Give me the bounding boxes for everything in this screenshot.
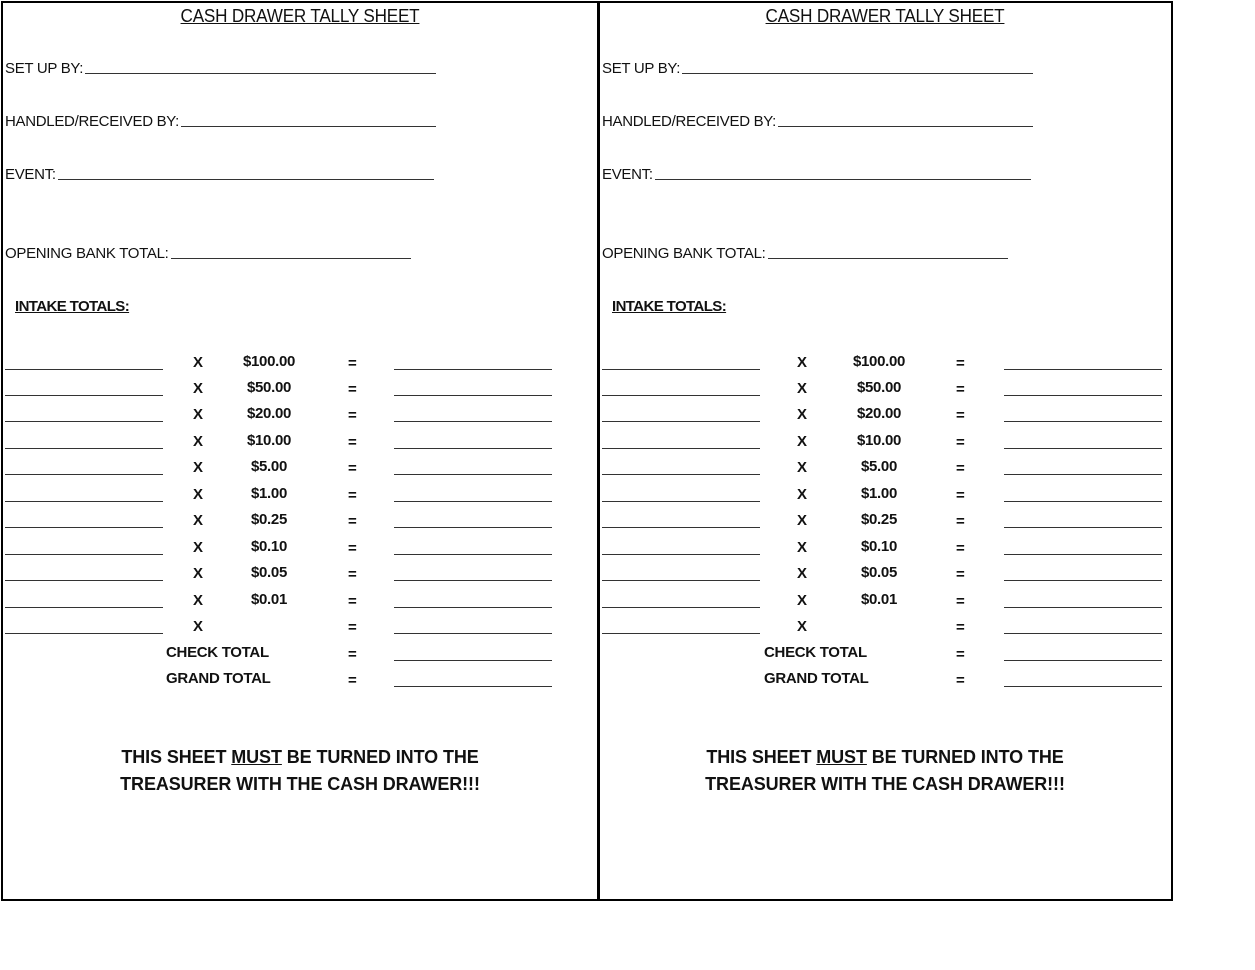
amount-input-line[interactable] (394, 580, 552, 581)
multiply-sign: X (797, 486, 808, 503)
grand-total-row (600, 669, 1170, 695)
denomination-value: $50.00 (856, 379, 902, 396)
quantity-input-line[interactable] (602, 501, 760, 502)
denomination-row (3, 590, 597, 616)
multiply-sign: X (193, 512, 204, 529)
multiply-sign: X (193, 539, 204, 556)
notice-emphasis: MUST (816, 747, 867, 767)
denomination-value: $10.00 (246, 432, 292, 449)
denomination-row (3, 352, 597, 378)
sheet-title: CASH DRAWER TALLY SHEET (765, 6, 1005, 26)
equals-sign: = (956, 593, 965, 610)
denomination-row (3, 457, 597, 483)
denomination-row (600, 352, 1170, 378)
tally-sheet-left (3, 0, 597, 898)
multiply-sign: X (193, 592, 204, 609)
multiply-sign: X (797, 459, 808, 476)
denomination-value: $0.05 (250, 564, 288, 581)
handled-received-by-field-label: HANDLED/RECEIVED BY: (5, 113, 180, 130)
denomination-value: $100.00 (242, 353, 296, 370)
equals-sign: = (348, 434, 357, 451)
amount-input-line[interactable] (394, 395, 552, 396)
notice-text: BE TURNED INTO THE (866, 747, 1064, 767)
set-up-by-field-label: SET UP BY: (5, 60, 84, 77)
notice-text: BE TURNED INTO THE (281, 747, 479, 767)
multiply-sign: X (797, 354, 808, 371)
denomination-row (600, 616, 1170, 642)
quantity-input-line[interactable] (602, 474, 760, 475)
denomination-row (600, 484, 1170, 510)
set-up-by-field (602, 60, 1033, 77)
turn-in-notice (600, 744, 1170, 798)
amount-input-line[interactable] (394, 554, 552, 555)
denomination-value: $5.00 (250, 458, 288, 475)
set-up-by-field-input-line[interactable] (682, 72, 1033, 74)
amount-input-line[interactable] (1004, 607, 1162, 608)
equals-sign: = (956, 355, 965, 372)
denomination-row (600, 590, 1170, 616)
notice-text: THIS SHEET (121, 747, 232, 767)
check-total-row-input-line[interactable] (1004, 660, 1162, 661)
handled-received-by-field-input-line[interactable] (181, 125, 436, 127)
amount-input-line[interactable] (1004, 501, 1162, 502)
amount-input-line[interactable] (394, 501, 552, 502)
equals-sign: = (348, 407, 357, 424)
denomination-value: $5.00 (860, 458, 898, 475)
handled-received-by-field-label: HANDLED/RECEIVED BY: (602, 113, 777, 130)
denomination-row (600, 537, 1170, 563)
intake-totals-heading: INTAKE TOTALS: (612, 298, 727, 315)
quantity-input-line[interactable] (602, 527, 760, 528)
amount-input-line[interactable] (1004, 554, 1162, 555)
grand-total-row-label: GRAND TOTAL (166, 670, 271, 687)
check-total-row-label: CHECK TOTAL (764, 644, 867, 661)
denomination-value: $20.00 (856, 405, 902, 422)
notice-text: THIS SHEET (706, 747, 817, 767)
equals-sign: = (348, 355, 357, 372)
opening-bank-total-field (602, 245, 1008, 262)
denomination-row (600, 510, 1170, 536)
check-total-row (3, 643, 597, 669)
quantity-input-line[interactable] (602, 633, 760, 634)
quantity-input-line[interactable] (5, 554, 163, 555)
denomination-value: $0.05 (860, 564, 898, 581)
multiply-sign: X (797, 380, 808, 397)
handled-received-by-field (5, 113, 436, 130)
equals-sign: = (348, 566, 357, 583)
multiply-sign: X (797, 539, 808, 556)
multiply-sign: X (797, 406, 808, 423)
denomination-row (600, 457, 1170, 483)
handled-received-by-field-input-line[interactable] (778, 125, 1033, 127)
event-field-label: EVENT: (5, 166, 56, 183)
denomination-row (3, 563, 597, 589)
equals-sign: = (956, 460, 965, 477)
intake-totals-heading: INTAKE TOTALS: (15, 298, 130, 315)
grand-total-row-label: GRAND TOTAL (764, 670, 869, 687)
quantity-input-line[interactable] (602, 448, 760, 449)
denomination-value: $0.10 (250, 538, 288, 555)
equals-sign: = (348, 513, 357, 530)
quantity-input-line[interactable] (602, 421, 760, 422)
multiply-sign: X (193, 459, 204, 476)
equals-sign: = (348, 460, 357, 477)
amount-input-line[interactable] (394, 448, 552, 449)
multiply-sign: X (193, 618, 204, 635)
equals-sign: = (348, 646, 357, 663)
check-total-row-label: CHECK TOTAL (166, 644, 269, 661)
denomination-row (3, 510, 597, 536)
event-field-label: EVENT: (602, 166, 653, 183)
set-up-by-field (5, 60, 436, 77)
event-field (5, 166, 434, 183)
turn-in-notice (3, 744, 597, 798)
denomination-row (3, 431, 597, 457)
quantity-input-line[interactable] (602, 607, 760, 608)
quantity-input-line[interactable] (5, 448, 163, 449)
multiply-sign: X (193, 354, 204, 371)
grand-total-row-input-line[interactable] (394, 686, 552, 687)
multiply-sign: X (193, 380, 204, 397)
denomination-row (600, 378, 1170, 404)
denomination-value: $20.00 (246, 405, 292, 422)
denomination-row (3, 537, 597, 563)
opening-bank-total-field (5, 245, 411, 262)
denomination-row (3, 616, 597, 642)
quantity-input-line[interactable] (5, 501, 163, 502)
amount-input-line[interactable] (394, 527, 552, 528)
equals-sign: = (956, 566, 965, 583)
amount-input-line[interactable] (1004, 633, 1162, 634)
denomination-value: $100.00 (852, 353, 906, 370)
quantity-input-line[interactable] (602, 369, 760, 370)
equals-sign: = (956, 619, 965, 636)
denomination-value: $0.01 (860, 591, 898, 608)
quantity-input-line[interactable] (5, 395, 163, 396)
denomination-value: $50.00 (246, 379, 292, 396)
quantity-input-line[interactable] (602, 554, 760, 555)
notice-text-line2: TREASURER WITH THE CASH DRAWER!!! (120, 774, 480, 794)
denomination-value: $0.25 (860, 511, 898, 528)
multiply-sign: X (193, 565, 204, 582)
amount-input-line[interactable] (1004, 448, 1162, 449)
set-up-by-field-input-line[interactable] (85, 72, 436, 74)
multiply-sign: X (193, 486, 204, 503)
quantity-input-line[interactable] (5, 580, 163, 581)
amount-input-line[interactable] (1004, 421, 1162, 422)
equals-sign: = (348, 381, 357, 398)
equals-sign: = (956, 646, 965, 663)
multiply-sign: X (797, 565, 808, 582)
denomination-row (3, 378, 597, 404)
quantity-input-line[interactable] (5, 607, 163, 608)
denomination-value: $10.00 (856, 432, 902, 449)
denomination-value: $0.01 (250, 591, 288, 608)
opening-bank-total-field-input-line[interactable] (171, 257, 411, 259)
handled-received-by-field (602, 113, 1033, 130)
multiply-sign: X (193, 406, 204, 423)
quantity-input-line[interactable] (5, 474, 163, 475)
equals-sign: = (956, 513, 965, 530)
multiply-sign: X (797, 512, 808, 529)
denomination-row (3, 404, 597, 430)
denomination-row (600, 563, 1170, 589)
opening-bank-total-field-input-line[interactable] (768, 257, 1008, 259)
equals-sign: = (348, 540, 357, 557)
amount-input-line[interactable] (1004, 395, 1162, 396)
equals-sign: = (348, 619, 357, 636)
amount-input-line[interactable] (394, 474, 552, 475)
amount-input-line[interactable] (1004, 580, 1162, 581)
equals-sign: = (348, 672, 357, 689)
notice-emphasis: MUST (231, 747, 282, 767)
grand-total-row-input-line[interactable] (1004, 686, 1162, 687)
quantity-input-line[interactable] (602, 580, 760, 581)
denomination-value: $0.25 (250, 511, 288, 528)
check-total-row (600, 643, 1170, 669)
event-field (602, 166, 1031, 183)
equals-sign: = (956, 540, 965, 557)
equals-sign: = (956, 381, 965, 398)
equals-sign: = (956, 672, 965, 689)
sheet-title: CASH DRAWER TALLY SHEET (180, 6, 420, 26)
denomination-row (600, 404, 1170, 430)
equals-sign: = (956, 434, 965, 451)
denomination-value: $0.10 (860, 538, 898, 555)
quantity-input-line[interactable] (5, 527, 163, 528)
quantity-input-line[interactable] (5, 369, 163, 370)
opening-bank-total-field-label: OPENING BANK TOTAL: (602, 245, 766, 262)
denomination-value: $1.00 (250, 485, 288, 502)
notice-text-line2: TREASURER WITH THE CASH DRAWER!!! (705, 774, 1065, 794)
amount-input-line[interactable] (1004, 369, 1162, 370)
amount-input-line[interactable] (394, 633, 552, 634)
denomination-row (3, 484, 597, 510)
amount-input-line[interactable] (1004, 474, 1162, 475)
tally-sheet-right (600, 0, 1170, 898)
multiply-sign: X (797, 592, 808, 609)
equals-sign: = (956, 487, 965, 504)
amount-input-line[interactable] (394, 369, 552, 370)
opening-bank-total-field-label: OPENING BANK TOTAL: (5, 245, 169, 262)
grand-total-row (3, 669, 597, 695)
quantity-input-line[interactable] (602, 395, 760, 396)
check-total-row-input-line[interactable] (394, 660, 552, 661)
multiply-sign: X (797, 433, 808, 450)
event-field-input-line[interactable] (58, 178, 434, 180)
set-up-by-field-label: SET UP BY: (602, 60, 681, 77)
amount-input-line[interactable] (394, 607, 552, 608)
multiply-sign: X (797, 618, 808, 635)
amount-input-line[interactable] (394, 421, 552, 422)
multiply-sign: X (193, 433, 204, 450)
equals-sign: = (348, 593, 357, 610)
denomination-row (600, 431, 1170, 457)
equals-sign: = (956, 407, 965, 424)
quantity-input-line[interactable] (5, 421, 163, 422)
denomination-value: $1.00 (860, 485, 898, 502)
amount-input-line[interactable] (1004, 527, 1162, 528)
quantity-input-line[interactable] (5, 633, 163, 634)
equals-sign: = (348, 487, 357, 504)
event-field-input-line[interactable] (655, 178, 1031, 180)
